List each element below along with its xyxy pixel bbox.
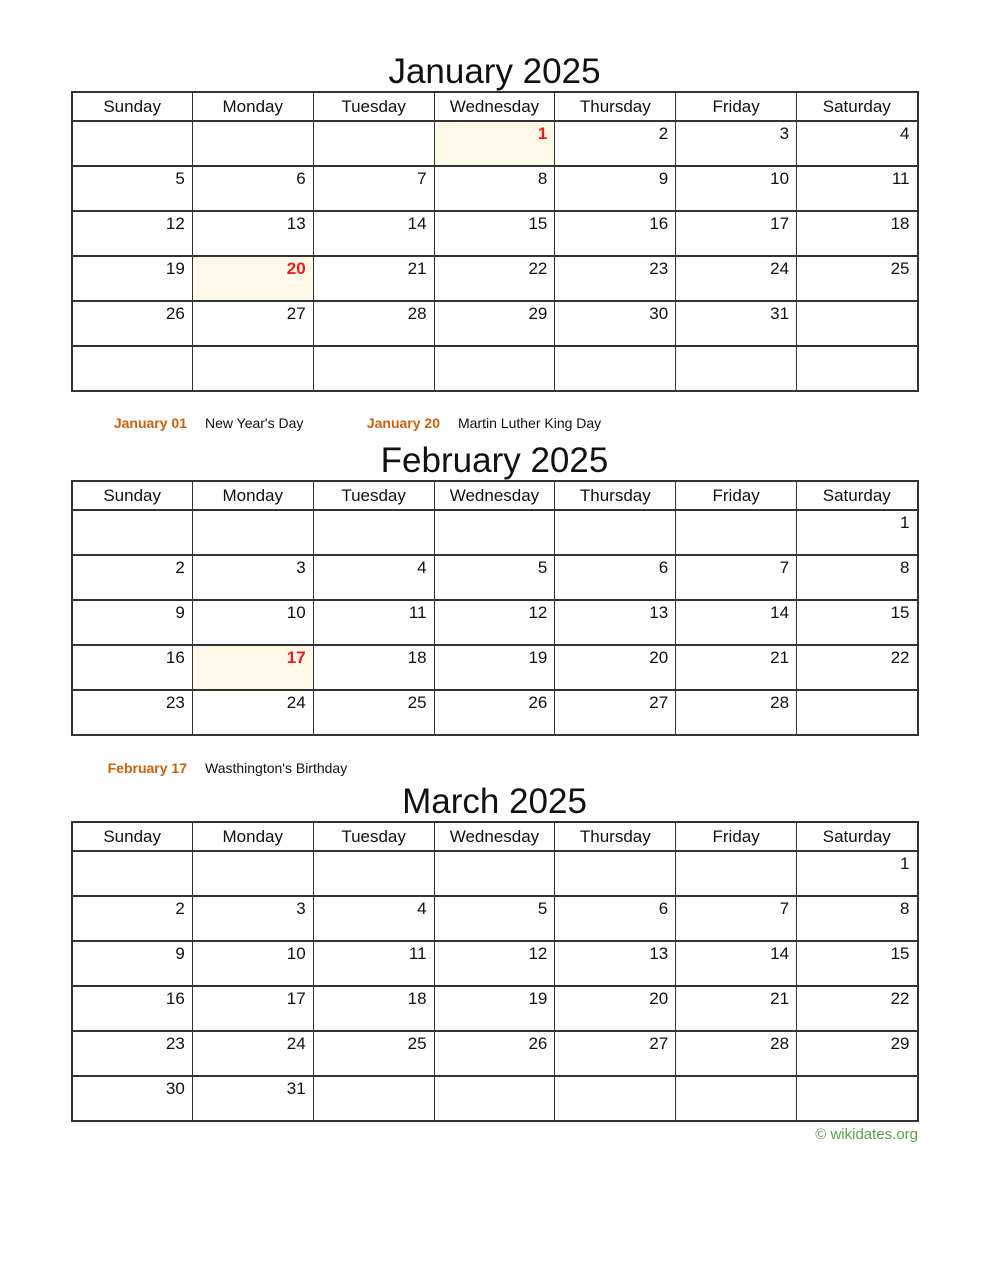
day-cell <box>192 121 313 166</box>
weekday-header: Tuesday <box>313 92 434 121</box>
week-row <box>72 851 918 896</box>
day-cell <box>72 166 193 211</box>
day-cell <box>555 986 676 1031</box>
weekday-header: Saturday <box>797 822 918 851</box>
day-cell <box>676 1031 797 1076</box>
day-cell <box>797 166 918 211</box>
day-number: 24 <box>286 693 306 712</box>
day-number: 9 <box>175 603 185 622</box>
day-number: 29 <box>890 1034 910 1053</box>
weekday-header: Wednesday <box>434 822 555 851</box>
day-cell <box>434 555 555 600</box>
day-cell <box>676 301 797 346</box>
week-row <box>72 346 918 391</box>
day-cell <box>676 510 797 555</box>
day-number: 2 <box>658 124 669 143</box>
day-cell <box>72 986 193 1031</box>
week-row <box>72 555 918 600</box>
day-cell <box>434 166 555 211</box>
day-number: 17 <box>770 214 790 233</box>
weekday-header: Sunday <box>72 92 193 121</box>
day-cell <box>797 600 918 645</box>
day-cell <box>434 301 555 346</box>
day-cell <box>72 555 193 600</box>
day-number: 30 <box>649 304 669 323</box>
month-section-march <box>0 783 989 1122</box>
day-cell <box>434 690 555 735</box>
week-row <box>72 510 918 555</box>
day-cell <box>676 851 797 896</box>
day-number: 5 <box>537 899 548 918</box>
day-number: 19 <box>528 648 548 667</box>
day-cell <box>192 211 313 256</box>
day-number: 24 <box>770 259 790 278</box>
day-number: 27 <box>649 693 669 712</box>
day-number: 10 <box>770 169 790 188</box>
day-number: 21 <box>407 259 427 278</box>
holiday-list-january <box>107 415 989 432</box>
day-cell <box>72 645 193 690</box>
day-cell <box>72 301 193 346</box>
day-number: 4 <box>900 124 910 143</box>
month-section-february <box>0 442 989 777</box>
day-cell <box>192 1076 313 1121</box>
day-number: 30 <box>165 1079 185 1098</box>
day-cell <box>72 600 193 645</box>
day-number: 11 <box>408 603 427 622</box>
day-cell <box>676 256 797 301</box>
weekday-header: Thursday <box>555 822 676 851</box>
day-number: 15 <box>890 944 910 963</box>
day-cell <box>192 346 313 391</box>
weekday-header: Wednesday <box>434 92 555 121</box>
day-number: 12 <box>528 944 548 963</box>
day-cell <box>313 256 434 301</box>
day-cell <box>555 941 676 986</box>
day-number: 10 <box>286 603 306 622</box>
day-cell <box>192 690 313 735</box>
day-number: 27 <box>649 1034 669 1053</box>
holiday-entry <box>107 760 347 777</box>
day-cell <box>313 896 434 941</box>
day-number: 6 <box>296 169 306 188</box>
day-cell <box>313 1076 434 1121</box>
day-number: 22 <box>890 989 910 1008</box>
day-number: 5 <box>537 558 548 577</box>
day-cell <box>72 256 193 301</box>
day-cell <box>313 986 434 1031</box>
day-cell <box>555 645 676 690</box>
week-row <box>72 896 918 941</box>
day-cell <box>192 986 313 1031</box>
day-number: 6 <box>658 558 669 577</box>
day-number: 18 <box>407 648 427 667</box>
month-section-january <box>0 0 989 432</box>
day-cell <box>192 1031 313 1076</box>
day-cell <box>313 211 434 256</box>
holiday-list-february <box>107 760 989 777</box>
day-cell <box>313 1031 434 1076</box>
day-cell <box>555 600 676 645</box>
weekday-header: Monday <box>192 822 313 851</box>
week-row <box>72 690 918 735</box>
weekday-header: Monday <box>192 481 313 510</box>
day-number: 28 <box>407 304 427 323</box>
day-number: 9 <box>175 944 185 963</box>
day-cell <box>797 301 918 346</box>
day-number: 25 <box>407 693 427 712</box>
day-number: 6 <box>658 899 669 918</box>
footer-credit[interactable]: © wikidates.org <box>815 1126 918 1143</box>
day-cell <box>676 600 797 645</box>
day-cell <box>434 600 555 645</box>
day-cell <box>555 1076 676 1121</box>
weekday-header-row <box>72 822 918 851</box>
day-cell <box>192 645 313 690</box>
day-number: 1 <box>537 124 548 143</box>
day-cell <box>797 121 918 166</box>
day-cell <box>797 896 918 941</box>
day-cell <box>797 690 918 735</box>
day-cell <box>434 211 555 256</box>
holiday-entry <box>360 415 601 432</box>
day-cell <box>676 555 797 600</box>
day-number: 12 <box>528 603 548 622</box>
day-number: 12 <box>165 214 185 233</box>
day-number: 31 <box>770 304 790 323</box>
day-cell <box>72 1076 193 1121</box>
holiday-date: January 20 <box>366 415 440 431</box>
day-cell <box>676 211 797 256</box>
day-cell <box>555 510 676 555</box>
day-number: 26 <box>528 1034 548 1053</box>
day-number: 20 <box>286 259 306 278</box>
holiday-date: January 01 <box>113 415 187 431</box>
day-cell <box>192 600 313 645</box>
day-cell <box>313 510 434 555</box>
day-cell <box>555 166 676 211</box>
day-number: 14 <box>770 603 790 622</box>
week-row <box>72 986 918 1031</box>
weekday-header: Wednesday <box>434 481 555 510</box>
day-cell <box>797 1076 918 1121</box>
week-row <box>72 1031 918 1076</box>
day-cell <box>797 211 918 256</box>
day-cell <box>434 645 555 690</box>
week-row <box>72 166 918 211</box>
day-number: 3 <box>779 124 790 143</box>
day-cell <box>676 690 797 735</box>
weekday-header: Monday <box>192 92 313 121</box>
day-cell <box>434 986 555 1031</box>
day-number: 20 <box>649 989 669 1008</box>
day-number: 14 <box>407 214 427 233</box>
day-cell <box>676 121 797 166</box>
weekday-header: Saturday <box>797 92 918 121</box>
day-number: 25 <box>407 1034 427 1053</box>
day-number: 13 <box>649 944 669 963</box>
week-row <box>72 301 918 346</box>
day-cell <box>72 211 193 256</box>
month-title-february: February 2025 <box>380 441 609 480</box>
day-cell <box>676 346 797 391</box>
weekday-header: Tuesday <box>313 481 434 510</box>
day-cell <box>555 690 676 735</box>
day-cell <box>797 510 918 555</box>
week-row <box>72 211 918 256</box>
day-number: 16 <box>649 214 669 233</box>
day-cell <box>676 941 797 986</box>
day-cell <box>72 510 193 555</box>
calendar-table-january <box>71 91 919 392</box>
day-cell <box>313 121 434 166</box>
day-cell <box>192 555 313 600</box>
weekday-header: Thursday <box>555 481 676 510</box>
day-cell <box>192 941 313 986</box>
day-number: 20 <box>649 648 669 667</box>
weekday-header-row <box>72 481 918 510</box>
day-number: 10 <box>286 944 306 963</box>
day-cell <box>434 896 555 941</box>
holiday-name: Martin Luther King Day <box>458 415 602 431</box>
day-number: 29 <box>528 304 548 323</box>
day-cell <box>797 1031 918 1076</box>
day-number: 23 <box>165 693 185 712</box>
weekday-header: Thursday <box>555 92 676 121</box>
day-cell <box>797 645 918 690</box>
day-cell <box>72 346 193 391</box>
day-cell <box>434 1076 555 1121</box>
day-cell <box>72 1031 193 1076</box>
day-number: 31 <box>286 1079 306 1098</box>
day-cell <box>313 346 434 391</box>
day-number: 25 <box>890 259 910 278</box>
day-number: 15 <box>528 214 548 233</box>
week-row <box>72 645 918 690</box>
day-number: 3 <box>296 558 306 577</box>
day-number: 23 <box>165 1034 185 1053</box>
day-number: 11 <box>408 944 427 963</box>
day-cell <box>555 256 676 301</box>
day-cell <box>313 851 434 896</box>
holiday-date: February 17 <box>107 760 187 776</box>
weekday-header: Tuesday <box>313 822 434 851</box>
day-cell <box>72 941 193 986</box>
week-row <box>72 121 918 166</box>
week-row <box>72 941 918 986</box>
day-number: 16 <box>165 989 185 1008</box>
day-cell <box>555 555 676 600</box>
day-number: 13 <box>286 214 306 233</box>
day-cell <box>313 555 434 600</box>
day-number: 9 <box>658 169 669 188</box>
day-number: 17 <box>286 989 306 1008</box>
day-number: 19 <box>165 259 185 278</box>
day-cell <box>434 851 555 896</box>
day-cell <box>676 986 797 1031</box>
day-cell <box>434 510 555 555</box>
day-cell <box>555 1031 676 1076</box>
day-number: 17 <box>286 648 306 667</box>
week-row <box>72 256 918 301</box>
month-title-march: March 2025 <box>402 782 587 821</box>
day-number: 24 <box>286 1034 306 1053</box>
day-number: 18 <box>890 214 910 233</box>
day-number: 5 <box>175 169 185 188</box>
day-cell <box>555 896 676 941</box>
weekday-header: Sunday <box>72 481 193 510</box>
day-cell <box>313 600 434 645</box>
day-cell <box>434 346 555 391</box>
day-cell <box>676 896 797 941</box>
day-number: 28 <box>770 693 790 712</box>
day-number: 7 <box>417 169 427 188</box>
month-title-january: January 2025 <box>388 52 601 91</box>
day-cell <box>72 896 193 941</box>
day-number: 8 <box>900 899 910 918</box>
day-cell <box>555 346 676 391</box>
weekday-header: Sunday <box>72 822 193 851</box>
day-number: 26 <box>165 304 185 323</box>
day-number: 2 <box>175 558 185 577</box>
weekday-header: Saturday <box>797 481 918 510</box>
day-number: 22 <box>890 648 910 667</box>
day-number: 8 <box>537 169 548 188</box>
day-number: 28 <box>770 1034 790 1053</box>
weekday-header: Friday <box>676 92 797 121</box>
day-cell <box>434 121 555 166</box>
day-cell <box>72 121 193 166</box>
day-cell <box>313 690 434 735</box>
day-number: 18 <box>407 989 427 1008</box>
day-cell <box>313 166 434 211</box>
day-number: 26 <box>528 693 548 712</box>
day-number: 19 <box>528 989 548 1008</box>
day-number: 27 <box>286 304 306 323</box>
day-cell <box>676 166 797 211</box>
day-number: 21 <box>770 648 790 667</box>
day-number: 4 <box>417 558 427 577</box>
day-cell <box>192 166 313 211</box>
day-number: 13 <box>649 603 669 622</box>
day-number: 21 <box>770 989 790 1008</box>
day-cell <box>797 941 918 986</box>
day-number: 1 <box>900 854 910 873</box>
day-number: 16 <box>165 648 185 667</box>
week-row <box>72 600 918 645</box>
day-cell <box>555 211 676 256</box>
day-number: 1 <box>900 513 910 532</box>
day-cell <box>192 896 313 941</box>
holiday-name: New Year's Day <box>205 415 304 431</box>
day-cell <box>72 851 193 896</box>
week-row <box>72 1076 918 1121</box>
weekday-header: Friday <box>676 822 797 851</box>
day-cell <box>192 256 313 301</box>
day-number: 15 <box>890 603 910 622</box>
day-cell <box>313 941 434 986</box>
day-cell <box>434 256 555 301</box>
day-number: 7 <box>779 558 790 577</box>
calendar-table-march <box>71 821 919 1122</box>
day-number: 2 <box>175 899 185 918</box>
weekday-header-row <box>72 92 918 121</box>
day-cell <box>797 346 918 391</box>
day-number: 3 <box>296 899 306 918</box>
holiday-name: Wasthington's Birthday <box>205 760 348 776</box>
weekday-header: Friday <box>676 481 797 510</box>
day-number: 22 <box>528 259 548 278</box>
day-cell <box>797 555 918 600</box>
day-number: 4 <box>417 899 427 918</box>
day-cell <box>555 301 676 346</box>
day-cell <box>555 121 676 166</box>
day-number: 7 <box>779 899 790 918</box>
holiday-entry <box>107 415 360 432</box>
day-cell <box>797 851 918 896</box>
day-cell <box>313 301 434 346</box>
day-number: 8 <box>900 558 910 577</box>
day-cell <box>797 256 918 301</box>
day-cell <box>676 1076 797 1121</box>
day-cell <box>555 851 676 896</box>
day-cell <box>313 645 434 690</box>
day-number: 14 <box>770 944 790 963</box>
day-cell <box>797 986 918 1031</box>
day-cell <box>72 690 193 735</box>
day-cell <box>434 1031 555 1076</box>
day-number: 23 <box>649 259 669 278</box>
day-cell <box>192 301 313 346</box>
day-cell <box>192 851 313 896</box>
day-cell <box>676 645 797 690</box>
calendar-table-february <box>71 480 919 736</box>
day-cell <box>192 510 313 555</box>
day-cell <box>434 941 555 986</box>
day-number: 11 <box>891 169 910 188</box>
